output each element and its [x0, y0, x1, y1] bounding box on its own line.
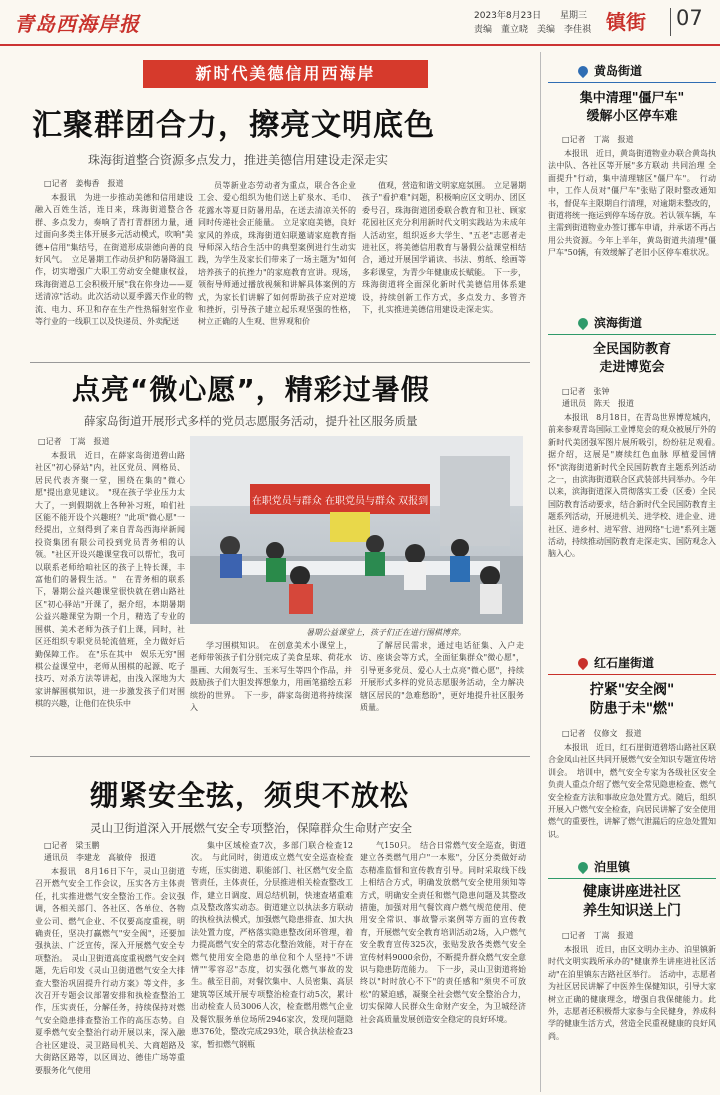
article3-byline1: □记者 梁玉鹏	[44, 841, 100, 850]
section-name: 镇街	[606, 10, 646, 34]
side3-rule	[548, 674, 716, 675]
issue-date: 2023年8月23日	[474, 11, 542, 21]
article2-subtitle: 薛家岛街道开展形式多样的党员志愿服务活动，提升社区服务质量	[84, 414, 418, 428]
side2-title-line2: 走进博览会	[599, 360, 665, 375]
article2-photo	[190, 436, 523, 624]
masthead	[0, 0, 720, 46]
article3-col1: 本报讯 8月16日下午，灵山卫街道召开燃气安全工作会议，压实各方主体责任，扎实推进燃气安全整治工作。会议强调，各相关部门、各社区、各单位、各物业公司、燃气企业、不仅要高度重视，明确责任，坚决打赢燃气"安全阀"，还要加强执法、广泛宣传，深入开展燃气安全专项整治。 灵山卫街道高度重视燃气安全问题，先后印发《灵山卫街道燃气安全大排查大整治巩固提升行动方案》等文件，多次召开专题会议部署安排和执检查整治工作，压实责任，分解任务，持续保持对燃气安全隐患排查整治工作的高压态势。自夏季燃气安全整治行动开展以来，深入融合社区建设、灵卫路局机关、大商超路及大街路区路等，以区周边、德佳广场等重要服务化气使用	[35, 867, 185, 1075]
side4-byline: □记者 丁嵩 报道	[562, 931, 634, 940]
location-pin-icon	[576, 860, 590, 874]
side3-title-line2: 防患于未"燃"	[589, 701, 675, 717]
article2-title: 点亮“微心愿”，精彩过暑假	[72, 373, 430, 406]
photo-caption: 暑期公益课堂上，孩子们正在进行围棋博弈。	[306, 628, 466, 637]
paper-logo: 青岛西海岸报	[14, 12, 140, 36]
side1-rule	[548, 82, 716, 83]
side3-tag: 红石崖街道	[578, 654, 654, 671]
side4-title-line2: 养生知识送上门	[583, 903, 681, 919]
article3-col3: 气150只。 结合日常燃气安全巡查，街道建立各类燃气用户"一本账"，分区分类做好动态精准监督和宣传教育引导。同时采取线下线上相结合方式，明确发放燃气安全使用须知等方式，明确安全责任和燃气隐患问题及其整改措施，加强对用气餐饮商户燃气规范使用、使用安全常识、事故警示案例等方面的宣传教育，开展燃气安全教育培训活动2场，入户燃气安全教育宣传325次，张贴发放各类燃气安全宣传材料9000余份，不断提升群众燃气安全意识与隐患防范能力。 下一步，灵山卫街道将始终以"时时放心不下"的责任感和"须臾不可放松"的紧迫感，凝聚全社会燃气安全整治合力，切实保障人民群众生命财产安全，为卫城经济社会高质量发展创造安全稳定的良好环境。	[360, 841, 526, 1024]
side2-body: 本报讯 8月18日，在青岛世界博览城内，前来参观青岛国际工业博览会的观众被展厅外的新时代美团强军图片展所吸引，纷纷驻足观看。 据介绍，这展是"赓续红色血脉 厚植爱国情怀"滨海街道新时代全民国防教育主题系列活动之一，由滨海街道联合区武装部共同举办。今年以来，滨海街道深入贯彻落实工委（区委）全民国防教育活动要求，结合新时代全民国防教育主题系列活动，开展进机关、进学校、进企业、进社区、进乡村、进军营、进网络"七进"系列主题活动，持续推动国防教育走深走实、国防观念入脑入心。	[548, 413, 716, 559]
article2-separator	[30, 756, 530, 757]
article2-col1: 本报讯 近日，在薛家岛街道碧山路社区"初心驿站"内，社区党员、网格员、居民代表齐聚一堂，围绕在集的"微心愿"提出意见建议。 "现在孩子学业压力太大了，一到假期就上各种补习班，咱们社区能不能开设个兴趣班？"此项"微心愿"一经提出，立刻得到了来自青岛西海岸新闻投资集团有限公司投到党员青务相的认领。"社区开设兴趣课堂我可以帮忙，我可以联系老师给咱社区的孩子上特长课，丰富他们的暑假生活。" 在青务相的联系下，暑期公益兴趣课堂很快就在碧山路社区"初心驿站"开课了，据介绍，本期暑期公益兴趣课堂为期一个月，精选了专业的围棋、美术老师为孩子们上课，同时，社区还组织专职党员轮流值班，全力做好后勤保障工作。 在"乐在其中 娱乐无穷"围棋公益课堂中，老师从围棋的起源、吃子技巧、对杀方法等讲起，由浅入深地为大家讲解围棋知识，进一步激发孩子们对围棋的兴趣，让他们在快乐中	[35, 451, 185, 709]
side1-tag: 黄岛街道	[578, 62, 642, 79]
location-pin-icon	[576, 316, 590, 330]
side1-byline: □记者 丁嵩 报道	[562, 135, 634, 144]
side1-title-line1: 集中清理"僵尸车"	[579, 91, 685, 106]
article1-col1: 本报讯 为进一步推动美德和信用建设融入百姓生活，连日来，珠海街道整合各群、多点发力，奏响了青打青群团力量，通过面向多类主体开展多元活动模式，吹响"美德+信用"集结号，在街道形成崇德向善的良好风气。 立足暑期工作动员护和防暑降温工作，切实增强广大职工劳动安全健康权益，珠海街道总工会积极开展"我在你身边——夏送清凉"活动。此次活动以夏季露天作业的物流、电力、环卫和存在生产性热辐射室作业等行业的一线职工以及快递员、外卖配送	[35, 193, 193, 327]
page-number: 07	[676, 6, 703, 30]
article1-separator	[30, 362, 530, 363]
article2-col3: 了解居民需求，通过电话征集、入户走访、座谈会等方式，全面征集群众"微心愿"，引导更多党员、爱心人士点亮"微心愿"，持续开展形式多样的党员志愿服务活动，全力解决辖区居民的"急难愁盼"，更好地提升社区服务质量。	[360, 641, 524, 713]
classroom-illustration	[190, 436, 523, 624]
article2-byline: □记者 丁嵩 报道	[38, 437, 110, 446]
article3-subtitle: 灵山卫街道深入开展燃气安全专项整治，保障群众生命财产安全	[90, 821, 412, 835]
side3-title-line1: 拧紧"安全阀"	[589, 682, 675, 698]
side2-rule	[548, 334, 716, 335]
masthead-rule	[0, 44, 720, 46]
side2-byline2: 通讯员 陈天 报道	[562, 399, 634, 408]
article1-col3: 值观，营造和谐文明家庭氛围。 立足暑期孩子"看护难"问题，积极响应区文明办、团区委号召，珠海街道团委联合教育和卫社、顾家花园社区充分利用新时代文明实践站为未成年人活动室，组织返乡大学生、"五老"志愿者走进社区，将美德信用教育与暑假公益课堂相结合，通过开展国学诵读、书法、剪纸、绘画等多彩课堂，为青少年健康成长赋能。 下一步，珠海街道将全面深化新时代美德信用体系建设，持续创新工作方式，多点发力、多管齐下，扎实推进美德信用建设走深走实。	[362, 181, 526, 315]
side1-body: 本报讯 近日，黄岛街道物业办联合黄岛执法中队、各社区等开展"多方联动 共同治理 全面提升"行动，集中清理辖区"僵尸车"。 行动中，工作人员对"僵尸车"张贴了限时整改通知书，督促车主限期自行清理，对逾期未整改的，街道将统一拖运到停车场存放。若认领车辆，车主需到街道物业办签订挪车申请，并承诺不再占用公共资源。今年上半年，黄岛街道共清理"僵尸车"50辆，有效缓解了老旧小区停车难状况。	[548, 149, 716, 258]
side1-title-line2: 缓解小区停车难	[586, 109, 678, 124]
editors: 责编 董立晓 美编 李佳祺	[474, 25, 592, 35]
location-pin-icon	[576, 64, 590, 78]
article1-col2: 员等新业态劳动者为重点，联合各企业工会、爱心组织为他们送上矿泉水、毛巾、花露水等夏日防暑用品，在送去清凉关怀的同时传递社会正能量。 立足家庭美德，良好家风的养成，珠海街道妇联邀请家庭教育指导师深入结合生活中的典型案例进行生动实践，为学生及家长们带来了一场主题为"如何培养孩子的抗挫力"的家庭教育宣讲。现场，领衔导师通过播放视频和讲解具体案例的方式，为家长们讲解了如何帮助孩子应对逆境和挫折，引导孩子建立起乐观坚强的性格，树立正确的人生观、世界观和价	[198, 181, 356, 327]
article2-col2: 学习围棋知识。 在创意美术小课堂上，老师带领孩子们分别完成了美食星球、荷花水墨画、大闹轰写生、玉米写生等四个作品，并鼓励孩子们大胆发挥想象力，用画笔描绘五彩缤纷的世界。 下一步，薛家岛街道将持续深入	[190, 641, 352, 713]
location-pin-icon	[576, 656, 590, 670]
side4-title-line1: 健康讲座进社区	[583, 884, 681, 900]
photo-banner-text: 在职党员与群众 在职党员与群众 双报到	[251, 496, 429, 507]
article1-subtitle: 珠海街道整合资源多点发力，推进美德信用建设走深走实	[88, 153, 389, 167]
side2-tag: 滨海街道	[578, 314, 642, 331]
article3-title: 绷紧安全弦，须臾不放松	[90, 779, 410, 812]
side4-body: 本报讯 近日，由区文明办主办、泊里镇新时代文明实践所承办的"健康养生讲座进社区活动"在泊里镇东吉路社区举行。 活动中，志愿者为社区居民讲解了中医养生保健知识，引导大家树立正确的健康理念，增强自我保健能力。此外，志愿者还积极帮大家参与全民健身，养成科学的健康生活方式，营造全民重视健康的良好风尚。	[548, 945, 716, 1041]
side4-rule	[548, 878, 716, 879]
side2-byline1: □记者 张钟	[562, 387, 610, 396]
article1-title: 汇聚群团合力，擦亮文明底色	[32, 108, 435, 143]
side3-body: 本报讯 近日，红石崖街道碧塔山路社区联合金凤山社区共同开展燃气安全知识专题宣传培训会。 培训中，燃气安全专家为各级社区安全负责人重点介绍了燃气安全常见隐患检查、燃气安全检查方法和事故应急处置方式。随后，组织开展入户燃气安全检查，向居民讲解了安全使用燃气的重要性，讲解了燃气泄漏后的应急处置知识。	[548, 743, 716, 839]
side4-tag: 泊里镇	[578, 858, 630, 875]
sidebar-divider	[540, 52, 541, 1092]
article3-col2: 集中区域检查7次，多部门联合检查12次。 与此同时，街道成立燃气安全巡查检查专班，压实街道、职能部门、社区燃气安全监管责任，主体责任，分层推进相关检查整改工作，建立日调度、周总结机制，快速查堵重难点及整改落实动态。街道建立以执法多方联动的执检执法模式，加强燃气隐患排查、加大执法处置力度，严格落实隐患整改闭环管理，着力提高燃气安全的常态化整治效能，对于存在燃气使用安全隐患的单位和个人坚持"不讲情""零容忍"态度，切实强化燃气事故的发生。截至目前，对餐饮集中、人员密集、高层建筑等区域开展专项整治检查行动5次，累计出动检查人员3006人次，检查燃用燃气企业及餐饮服务单位场所2946家次，发现问题隐患376处，整改完成293处，联合执法检查23家，暂扣燃气钢瓶	[191, 841, 353, 1049]
side2-title-line1: 全民国防教育	[592, 342, 671, 357]
topic-banner: 新时代美德信用西海岸	[143, 60, 428, 88]
article3-byline2: 通讯员 李建龙 高敏侍 报道	[44, 853, 156, 862]
masthead-divider	[670, 8, 671, 36]
issue-weekday: 星期三	[560, 11, 588, 21]
side3-byline: □记者 仪修文 报道	[562, 729, 642, 738]
article1-byline: □记者 姜梅香 报道	[44, 179, 124, 188]
